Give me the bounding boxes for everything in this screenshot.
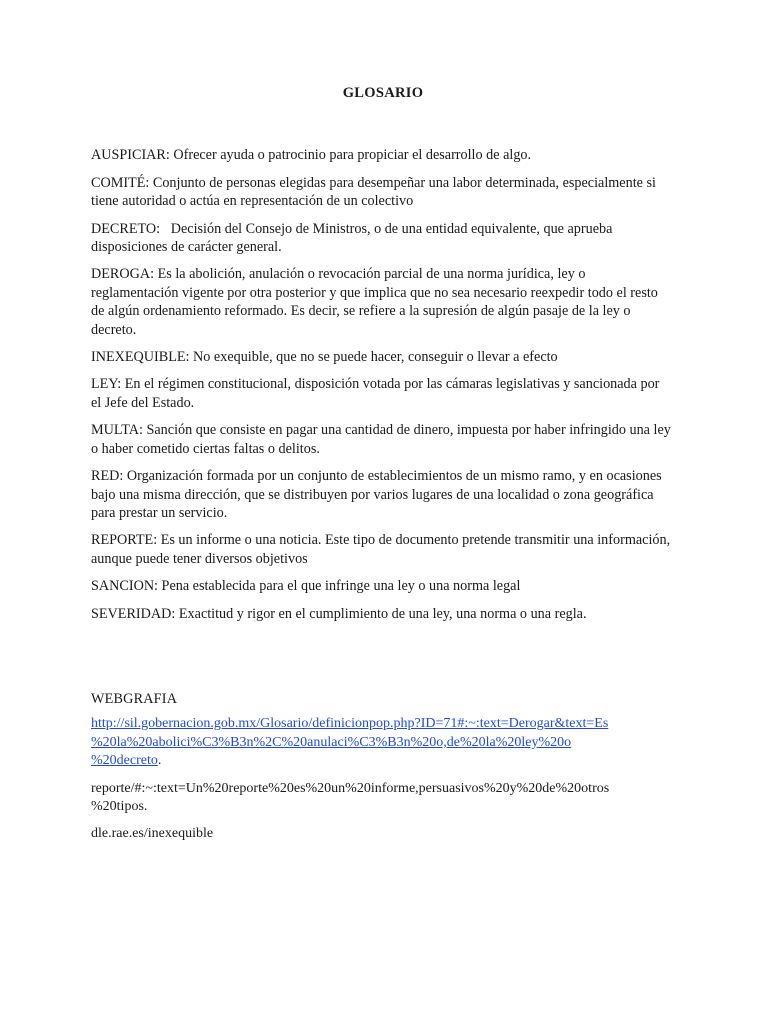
glossary-entry-red: RED: Organización formada por un conjunto de establecimientos de un mismo ramo, y en ocasiones bajo una misma dirección, que se distribuyen por varios lugares de una localidad o zona geográfica para prestar un servicio. [91, 468, 666, 521]
glossary-entry-inexequible: INEXEQUIBLE: No exequible, que no se puede hacer, conseguir o llevar a efecto [91, 349, 558, 366]
webgrafia-reference-3: dle.rae.es/inexequible [91, 826, 214, 842]
page-title: GLOSARIO [342, 85, 424, 101]
link-suffix: . [157, 753, 162, 769]
webgrafia-reference-2 [91, 780, 671, 817]
glossary-entry-severidad: SEVERIDAD: Exactitud y rigor en el cumplimiento de una ley, una norma o una regla. [91, 605, 587, 622]
link-line-1: http://sil.gobernacion.gob.mx/Glosario/definicionpop.php?ID=71#:~:text=Derogar&text=Es [91, 716, 609, 732]
glossary-entry-reporte: REPORTE: Es un informe o una noticia. Este tipo de documento pretende transmitir una información, aunque puede tener diversos objetivos [91, 532, 674, 567]
webgrafia-link[interactable] [91, 716, 608, 768]
reference-2-line-2: %20tipos. [91, 798, 148, 814]
link-line-3: %20decreto [91, 753, 158, 769]
glossary-entry-sancion: SANCION: Pena establecida para el que infringe una ley o una norma legal [91, 578, 521, 595]
glossary-entry-comite: COMITÉ: Conjunto de personas elegidas para desempeñar una labor determinada, especialmente si tiene autoridad o actúa en representación de un colectivo [91, 174, 660, 210]
glossary-entry-decreto: DECRETO: Decisión del Consejo de Ministros, o de una entidad equivalente, que aprueba disposiciones de carácter general. [91, 220, 616, 256]
document-content [91, 84, 675, 853]
webgrafia-reference-1 [91, 715, 671, 770]
glossary-entry-auspiciar: AUSPICIAR: Ofrecer ayuda o patrocinio para propiciar el desarrollo de algo. [91, 147, 532, 164]
reference-2-line-1: reporte/#:~:text=Un%20reporte%20es%20un%20informe,persuasivos%20y%20de%20otros [91, 780, 610, 796]
glossary-entry-ley: LEY: En el régimen constitucional, disposición votada por las cámaras legislativas y sancionada por el Jefe del Estado. [91, 376, 663, 411]
glossary-entry-multa: MULTA: Sanción que consiste en pagar una cantidad de dinero, impuesta por haber infringido una ley o haber cometido ciertas faltas o delitos. [91, 422, 675, 457]
link-line-2: %20la%20abolici%C3%B3n%2C%20anulaci%C3%B3n%20o,de%20la%20ley%20o [91, 734, 572, 750]
webgrafia-heading: WEBGRAFIA [91, 690, 178, 707]
section-spacer [91, 632, 671, 690]
glossary-entry-deroga: DEROGA: Es la abolición, anulación o revocación parcial de una norma jurídica, ley o reglamentación vigente por otra posterior y que implica que no sea necesario reexpedir todo el resto de algún ordenamiento reformado. Es decir, se refiere a la supresión de algún pasaje de la ley o decreto. [91, 266, 662, 338]
